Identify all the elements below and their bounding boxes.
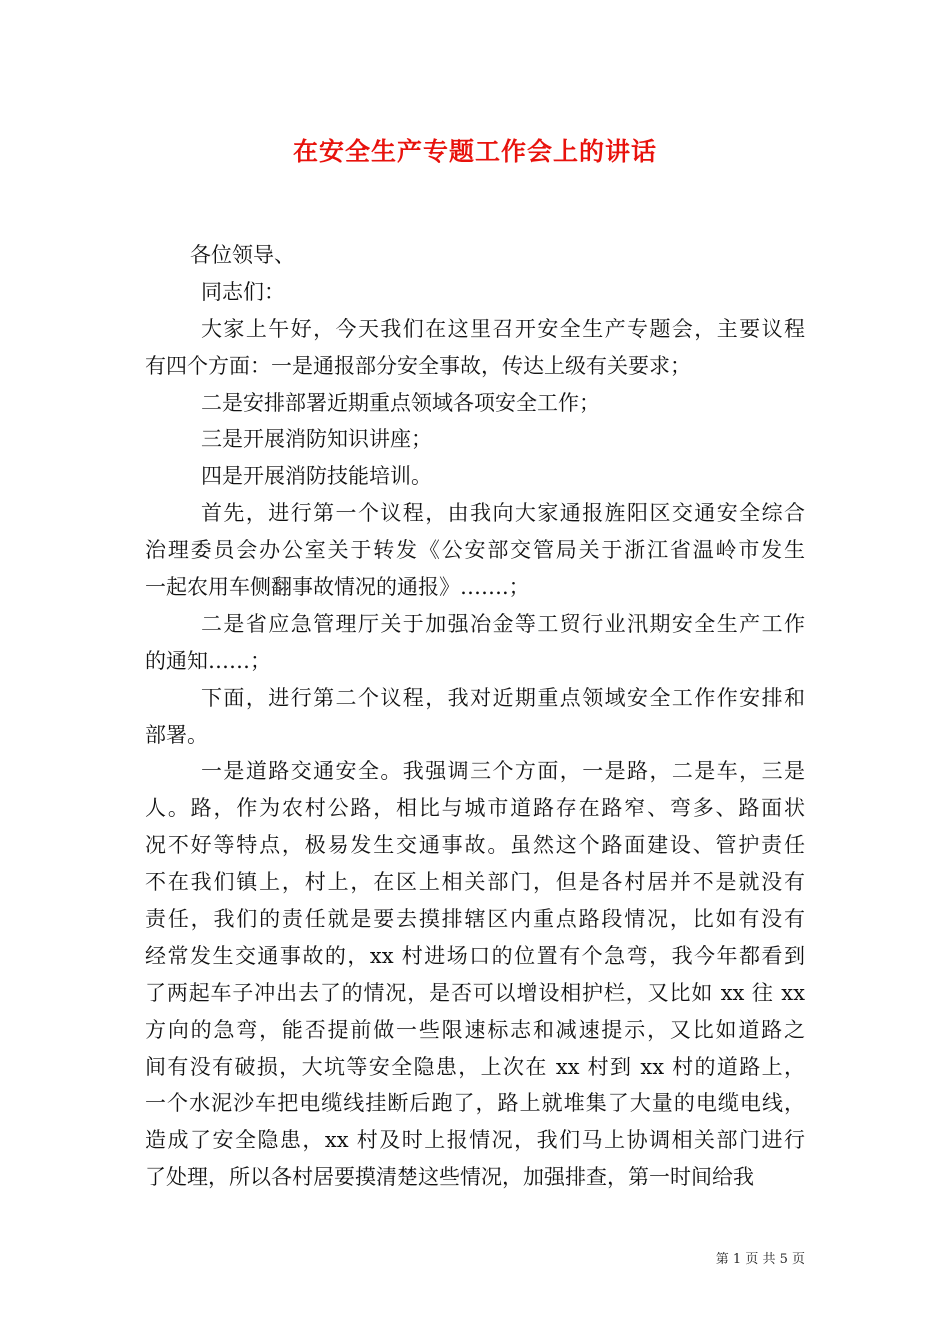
text-line: 下面，进行第二个议程，我对近期重点领域安全工作作安排和 — [201, 685, 805, 710]
text-line: 责任，我们的责任就是要去摸排辖区内重点路段情况，比如有没有 — [145, 907, 805, 932]
text-line: 治理委员会办公室关于转发《公安部交管局关于浙江省温岭市发生 — [145, 538, 805, 563]
text-line: 一是道路交通安全。我强调三个方面，一是路，二是车，三是 — [201, 759, 805, 784]
text-line: 首先，进行第一个议程，由我向大家通报旌阳区交通安全综合 — [201, 501, 805, 526]
text-line: 部署。 — [145, 722, 208, 747]
text-line: 经常发生交通事故的，xx 村进场口的位置有个急弯，我今年都看到 — [145, 943, 805, 968]
paragraph — [145, 274, 805, 311]
text-line: 人。路，作为农村公路，相比与城市道路存在路窄、弯多、路面状 — [145, 796, 805, 821]
text-line: 了两起车子冲出去了的情况，是否可以增设相护栏，又比如 xx 往 xx — [145, 980, 805, 1005]
paragraph — [145, 606, 805, 680]
paragraph — [145, 753, 805, 1196]
page-number: 第 1 页 共 5 页 — [715, 1252, 805, 1267]
paragraph — [145, 421, 805, 458]
paragraph — [145, 458, 805, 495]
text-line: 况不好等特点，极易发生交通事故。虽然这个路面建设、管护责任 — [145, 833, 805, 858]
paragraph — [145, 385, 805, 422]
text-line: 一起农用车侧翻事故情况的通报》…….； — [145, 575, 530, 600]
text-line: 大家上午好，今天我们在这里召开安全生产专题会，主要议程 — [201, 316, 805, 341]
text-line: 二是省应急管理厅关于加强冶金等工贸行业汛期安全生产工作 — [201, 611, 805, 636]
text-line: 间有没有破损，大坑等安全隐患，上次在 xx 村到 xx 村的道路上， — [145, 1054, 805, 1079]
text-line: 同志们： — [201, 279, 285, 304]
paragraph — [145, 495, 805, 606]
text-line: 造成了安全隐患，xx 村及时上报情况，我们马上协调相关部门进行 — [145, 1128, 805, 1153]
text-line: 了处理，所以各村居要摸清楚这些情况，加强排查，第一时间给我 — [145, 1165, 754, 1190]
text-line: 的通知……； — [145, 648, 271, 673]
text-line: 二是安排部署近期重点领域各项安全工作； — [201, 390, 600, 415]
text-line: 有四个方面：一是通报部分安全事故，传达上级有关要求； — [145, 353, 691, 378]
text-line: 不在我们镇上，村上，在区上相关部门，但是各村居并不是就没有 — [145, 870, 805, 895]
text-line: 方向的急弯，能否提前做一些限速标志和减速提示，又比如道路之 — [145, 1017, 805, 1042]
greeting: 各位领导、 — [190, 243, 295, 267]
document-body — [145, 237, 805, 1196]
text-line: 四是开展消防技能培训。 — [201, 464, 432, 489]
paragraph — [145, 311, 805, 385]
text-line: 一个水泥沙车把电缆线挂断后跑了，路上就堆集了大量的电缆电线， — [145, 1091, 805, 1116]
document-title: 在安全生产专题工作会上的讲话 — [292, 137, 657, 166]
paragraph — [145, 680, 805, 754]
text-line: 三是开展消防知识讲座； — [201, 427, 432, 452]
